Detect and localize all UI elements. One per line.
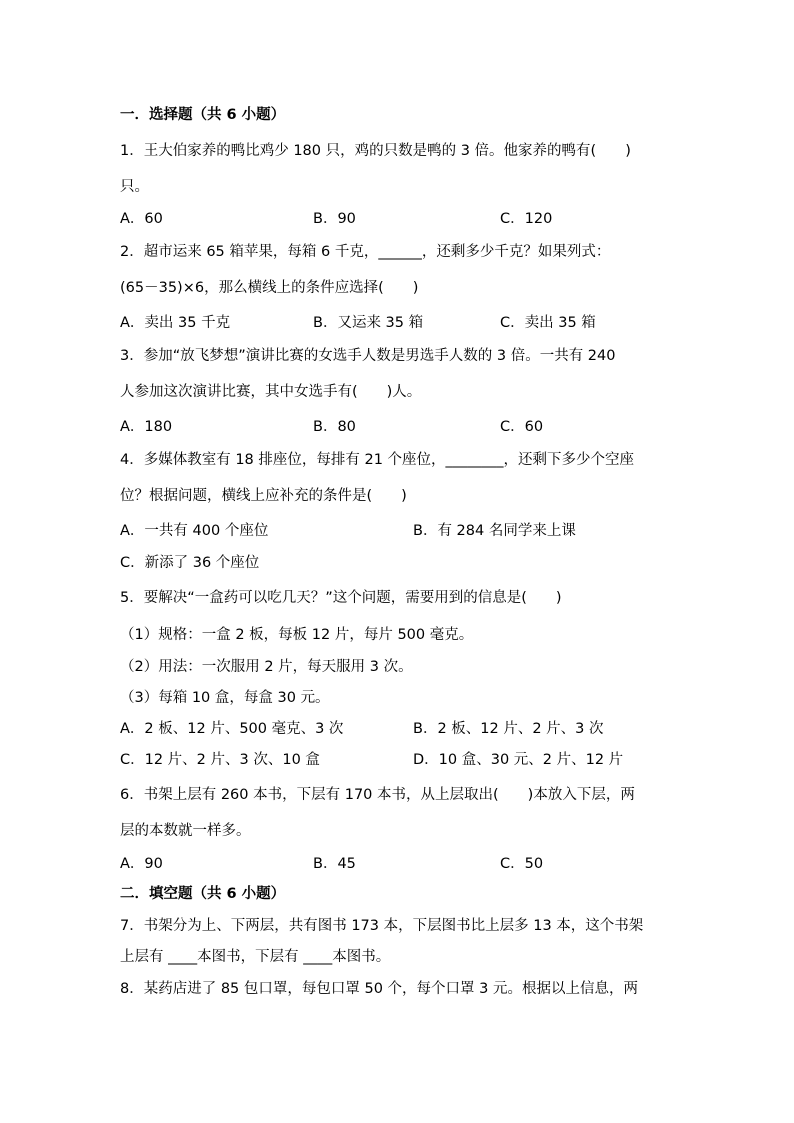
section-title-fill: 二．填空题（共 6 小题）: [120, 886, 286, 902]
question-2-line-2: (65－35)×6，那么横线上的条件应选择( ): [120, 280, 419, 296]
question-4-line-1: 4．多媒体教室有 18 排座位，每排有 21 个座位，________，还剩下多少个空座: [120, 452, 635, 468]
question-7-line-1: 7．书架分为上、下两层，共有图书 173 本，下层图书比上层多 13 本，这个书架: [120, 918, 644, 934]
question-5-option-b: B．2 板、12 片、2 片、3 次: [413, 721, 604, 737]
question-5-option-c: C．12 片、2 片、3 次、10 盒: [120, 752, 320, 768]
question-1-line-2: 只。: [120, 179, 149, 195]
question-4-line-2: 位？根据问题，横线上应补充的条件是( ): [120, 488, 407, 504]
question-5-info-1: （1）规格：一盒 2 板，每板 12 片，每片 500 毫克。: [120, 627, 474, 643]
question-1-option-c: C．120: [500, 211, 553, 227]
question-5-info-2: （2）用法：一次服用 2 片，每天服用 3 次。: [120, 659, 413, 675]
question-2-line-1: 2．超市运来 65 箱苹果，每箱 6 千克，______，还剩多少千克？如果列式：: [120, 244, 611, 260]
question-6-option-b: B．45: [313, 856, 356, 872]
question-6-line-2: 层的本数就一样多。: [120, 823, 251, 839]
question-6-line-1: 6．书架上层有 260 本书，下层有 170 本书，从上层取出( )本放入下层，两: [120, 787, 635, 803]
question-4-option-b: B．有 284 名同学来上课: [413, 523, 576, 539]
question-2-option-c: C．卖出 35 箱: [500, 315, 596, 331]
question-5-option-a: A．2 板、12 片、500 毫克、3 次: [120, 721, 344, 737]
question-5-info-3: （3）每箱 10 盒，每盒 30 元。: [120, 690, 330, 706]
question-2-option-a: A．卖出 35 千克: [120, 315, 231, 331]
question-4-option-c: C．新添了 36 个座位: [120, 555, 260, 571]
question-1-option-b: B．90: [313, 211, 356, 227]
question-3-line-2: 人参加这次演讲比赛，其中女选手有( )人。: [120, 384, 422, 400]
question-8-line-1: 8．某药店进了 85 包口罩，每包口罩 50 个，每个口罩 3 元。根据以上信息，两: [120, 981, 639, 997]
question-1-option-a: A．60: [120, 211, 163, 227]
question-3-option-c: C．60: [500, 419, 544, 435]
question-3-option-a: A．180: [120, 419, 173, 435]
question-5-option-d: D．10 盒、30 元、2 片、12 片: [413, 752, 624, 768]
question-7-line-2: 上层有 ____本图书，下层有 ____本图书。: [120, 949, 391, 965]
section-title-choice: 一．选择题（共 6 小题）: [120, 107, 286, 123]
question-3-line-1: 3．参加“放飞梦想”演讲比赛的女选手人数是男选手人数的 3 倍。一共有 240: [120, 348, 616, 364]
question-6-option-c: C．50: [500, 856, 544, 872]
question-5-line-1: 5．要解决“一盒药可以吃几天？”这个问题，需要用到的信息是( ): [120, 590, 562, 606]
question-1-line-1: 1．王大伯家养的鸭比鸡少 180 只，鸡的只数是鸭的 3 倍。他家养的鸭有( ): [120, 143, 631, 159]
question-4-option-a: A．一共有 400 个座位: [120, 523, 269, 539]
question-3-option-b: B．80: [313, 419, 356, 435]
question-6-option-a: A．90: [120, 856, 163, 872]
question-2-option-b: B．又运来 35 箱: [313, 315, 424, 331]
